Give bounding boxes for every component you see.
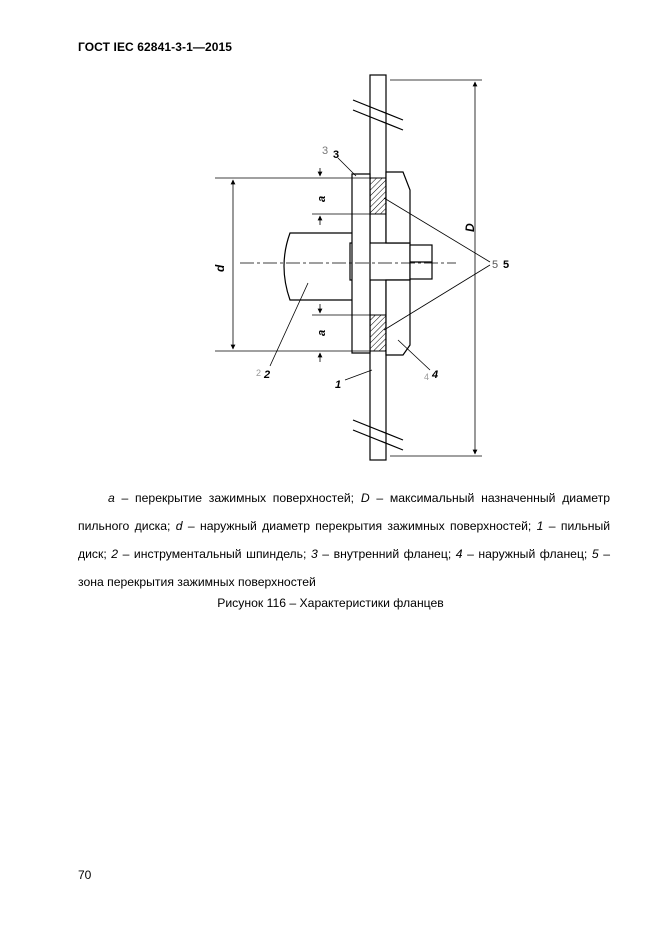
legend-text-1: – пильный диск; <box>78 519 611 561</box>
legend-symbol-d: d <box>175 519 183 533</box>
legend-text-3: – внутренний фланец; <box>317 547 456 561</box>
legend-num-1: 1 <box>536 519 544 533</box>
label-d: d <box>213 264 227 272</box>
legend-text-5: – зона перекрытия зажимных поверхностей <box>78 547 610 589</box>
figure-title: Рисунок 116 – Характеристики фланцев <box>217 596 444 610</box>
legend-text-a: – перекрытие зажимных поверхностей; <box>114 491 361 505</box>
figure-legend <box>78 484 610 596</box>
callout-4-ghost: 4 <box>424 372 430 382</box>
legend-num-4: 4 <box>455 547 463 561</box>
callout-2: 2 <box>264 369 271 381</box>
page-number: 70 <box>78 868 92 882</box>
legend-symbol-D: D <box>360 491 370 505</box>
callout-2-ghost: 2 <box>256 368 262 378</box>
callout-5: 5 <box>503 259 510 271</box>
callout-1: 1 <box>335 379 342 391</box>
inner-flange <box>352 174 370 353</box>
spindle-nut <box>410 245 432 279</box>
legend-num-2: 2 <box>111 547 119 561</box>
legend-symbol-a: a <box>108 491 115 505</box>
legend-num-5: 5 <box>591 547 599 561</box>
legend-num-3: 3 <box>310 547 318 561</box>
callout-4: 4 <box>432 369 439 381</box>
label-a-top: a <box>316 195 328 202</box>
callout-3-ghost: 3 <box>322 145 329 157</box>
document-header: ГОСТ IEC 62841-3-1—2015 <box>78 40 233 54</box>
callout-3: 3 <box>333 149 340 161</box>
label-D: D <box>463 223 477 232</box>
legend-text-D: – максимальный назначенный диаметр пильного диска; <box>78 491 611 533</box>
callout-5-ghost: 5 <box>492 259 499 271</box>
legend-text-4: – наружный фланец; <box>462 547 592 561</box>
legend-text-d: – наружный диаметр перекрытия зажимных поверхностей; <box>182 519 537 533</box>
label-a-bottom: a <box>316 329 328 336</box>
flange-diagram <box>200 70 530 470</box>
legend-text-2: – инструментальный шпиндель; <box>118 547 311 561</box>
